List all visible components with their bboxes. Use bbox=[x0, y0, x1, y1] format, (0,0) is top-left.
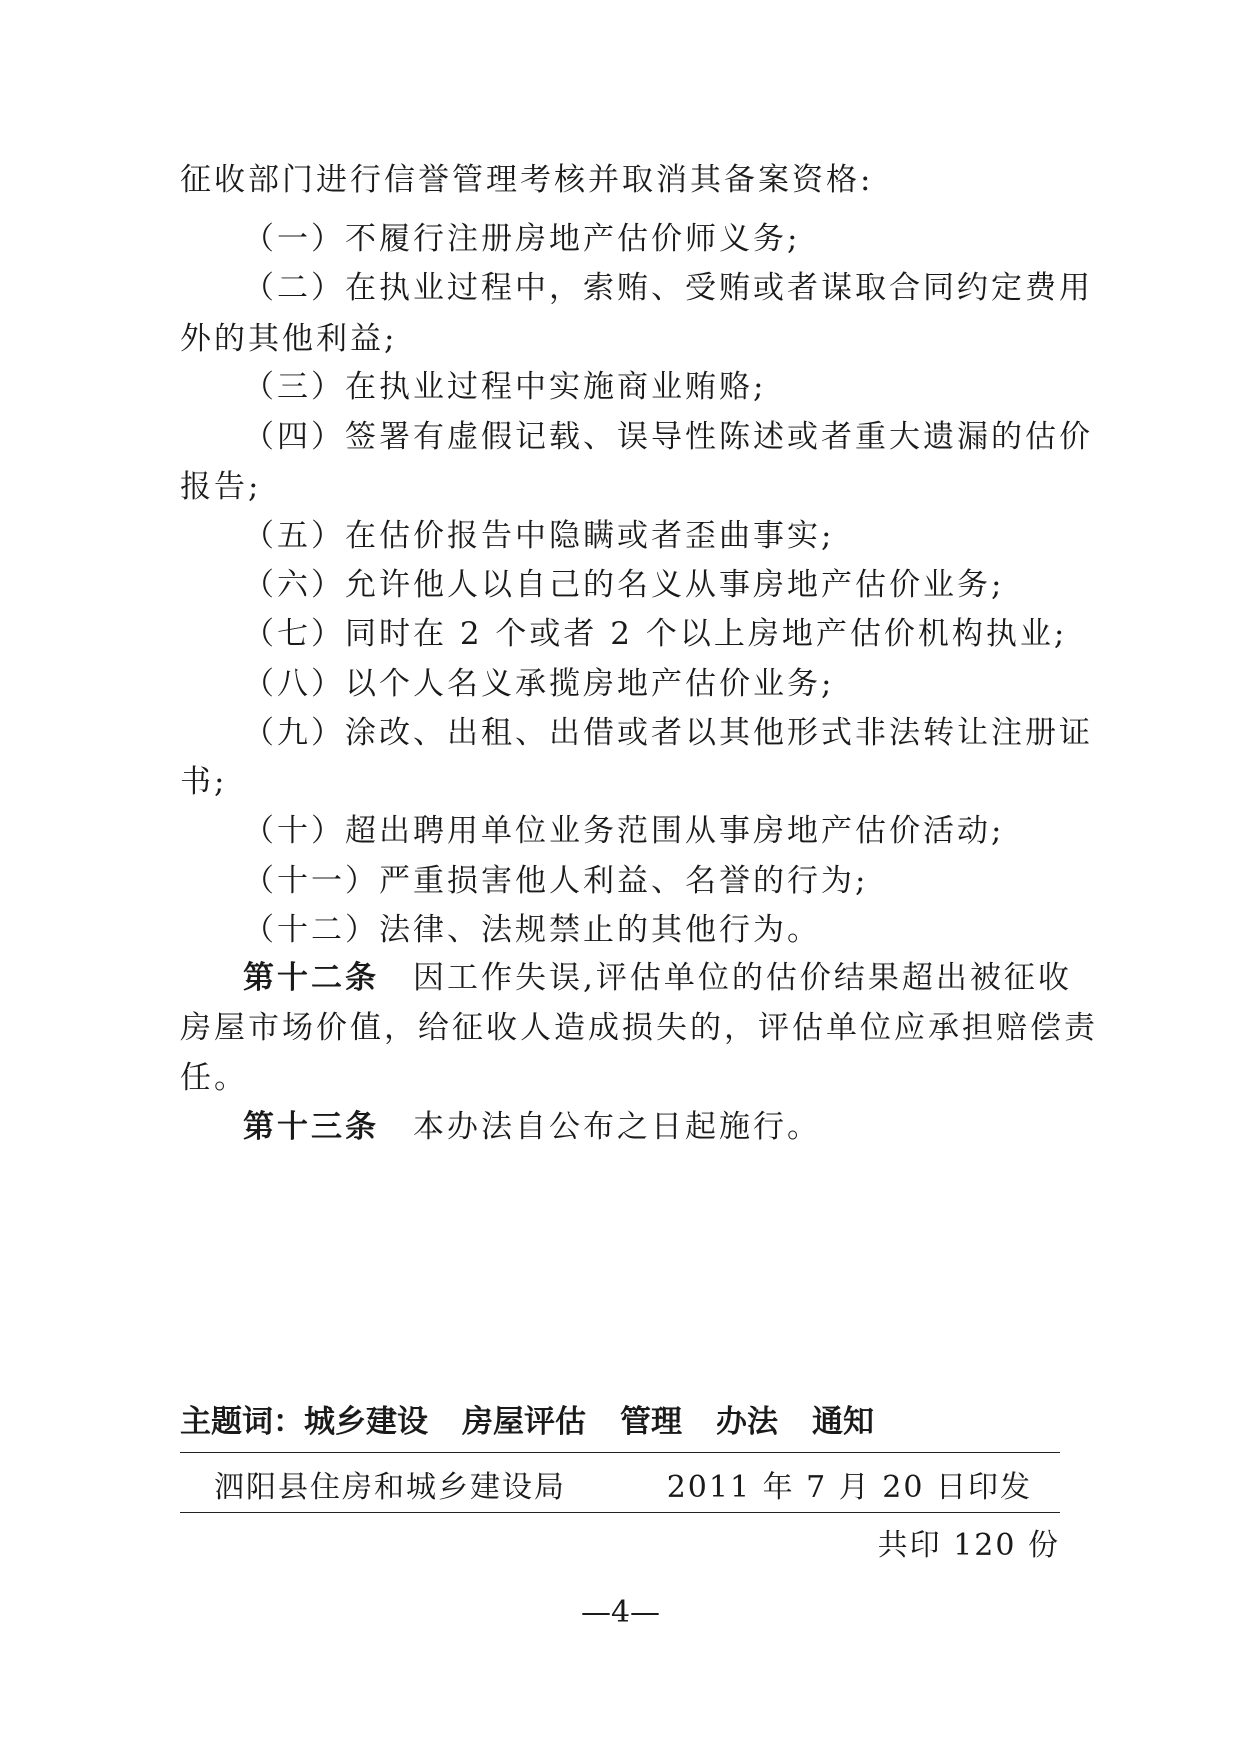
list-item-7: （七）同时在 2 个或者 2 个以上房地产估价机构执业; bbox=[243, 616, 1068, 652]
keyword: 城乡建设 bbox=[304, 1404, 428, 1440]
subject-keywords bbox=[180, 1402, 1060, 1442]
copies-count: 共印 120 份 bbox=[877, 1528, 1060, 1563]
list-item-11: （十一）严重损害他人利益、名誉的行为; bbox=[243, 863, 869, 899]
article-12-line-2: 房屋市场价值，给征收人造成损失的，评估单位应承担赔偿责 bbox=[180, 1010, 1098, 1046]
keywords-label: 主题词： bbox=[180, 1404, 304, 1440]
body-line: 外的其他利益; bbox=[180, 321, 398, 357]
list-item-4: （四）签署有虚假记载、误导性陈述或者重大遗漏的估价 bbox=[243, 419, 1093, 455]
article-12-text: 因工作失误,评估单位的估价结果超出被征收 bbox=[413, 960, 1072, 996]
keyword: 办法 bbox=[716, 1404, 778, 1440]
list-item-10: （十）超出聘用单位业务范围从事房地产估价活动; bbox=[243, 813, 1005, 849]
list-item-3: （三）在执业过程中实施商业贿赂; bbox=[243, 369, 767, 405]
article-12-line-3: 任。 bbox=[180, 1060, 248, 1096]
divider-bottom bbox=[180, 1512, 1060, 1513]
keyword: 通知 bbox=[812, 1404, 874, 1440]
list-item-5: （五）在估价报告中隐瞒或者歪曲事实; bbox=[243, 518, 835, 554]
keyword: 管理 bbox=[620, 1404, 682, 1440]
list-item-8: （八）以个人名义承揽房地产估价业务; bbox=[243, 666, 835, 702]
article-12-first-line bbox=[243, 958, 1072, 998]
issuer: 泗阳县住房和城乡建设局 bbox=[214, 1470, 566, 1505]
body-line: 书; bbox=[180, 764, 228, 800]
list-item-1: （一）不履行注册房地产估价师义务; bbox=[243, 221, 801, 257]
body-line: 征收部门进行信誉管理考核并取消其备案资格: bbox=[180, 162, 874, 198]
article-13-text: 本办法自公布之日起施行。 bbox=[413, 1109, 821, 1145]
page-number: —4— bbox=[580, 1595, 661, 1630]
list-item-12: （十二）法律、法规禁止的其他行为。 bbox=[243, 912, 821, 948]
list-item-6: （六）允许他人以自己的名义从事房地产估价业务; bbox=[243, 567, 1005, 603]
article-12-label: 第十二条 bbox=[243, 960, 379, 996]
list-item-2: （二）在执业过程中，索贿、受贿或者谋取合同约定费用 bbox=[243, 270, 1093, 306]
body-line: 报告; bbox=[180, 469, 262, 505]
issue-date: 2011 年 7 月 20 日印发 bbox=[666, 1470, 1032, 1505]
list-item-9: （九）涂改、出租、出借或者以其他形式非法转让注册证 bbox=[243, 715, 1093, 751]
article-13 bbox=[243, 1107, 1060, 1147]
keyword: 房屋评估 bbox=[462, 1404, 586, 1440]
article-13-label: 第十三条 bbox=[243, 1109, 379, 1145]
divider-top bbox=[180, 1452, 1060, 1453]
